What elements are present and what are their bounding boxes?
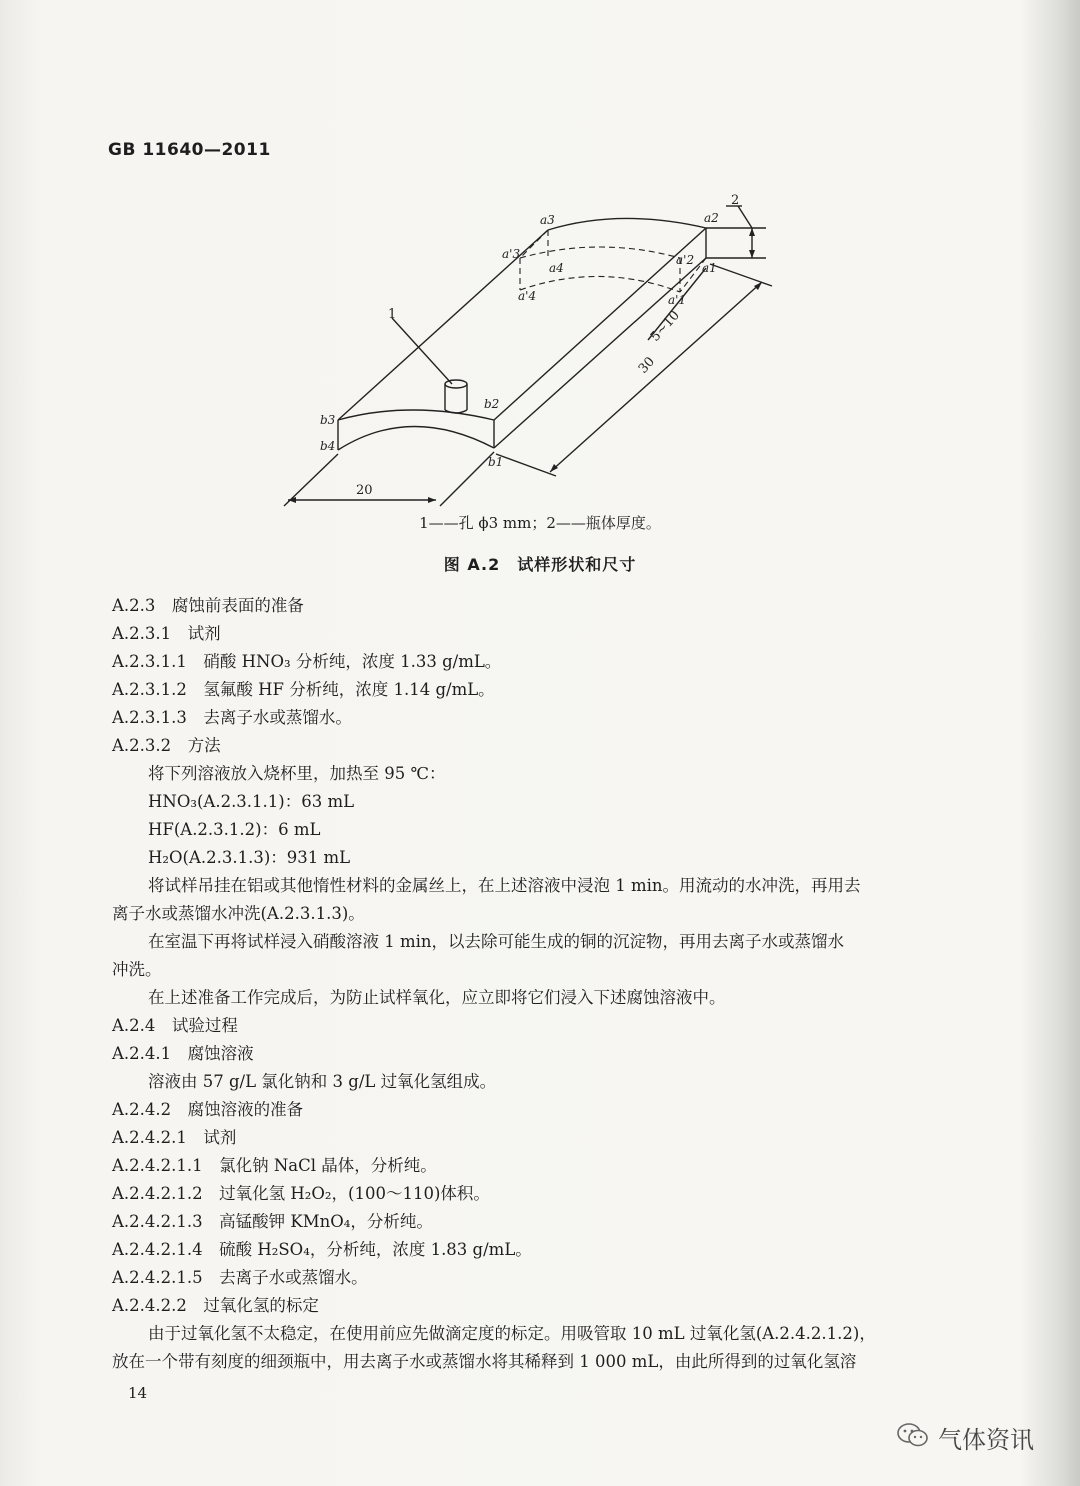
paragraph-line: 在室温下再将试样浸入硝酸溶液 1 min，以去除可能生成的铜的沉淀物，再用去离子水或蒸馏水: [148, 932, 845, 951]
label-b1: b1: [488, 455, 504, 469]
wechat-icon: [896, 1421, 930, 1455]
paragraph-line: 溶液由 57 g/L 氯化钠和 3 g/L 过氧化氢组成。: [148, 1072, 497, 1091]
formula-line: H₂O(A.2.3.1.3)：931 mL: [148, 848, 351, 867]
paragraph-line: 将下列溶液放入烧杯里，加热至 95 ℃：: [148, 764, 446, 783]
clause-item: A.2.4.2.1.3 高锰酸钾 KMnO₄，分析纯。: [112, 1212, 433, 1231]
clause-heading: A.2.4.2.1 试剂: [112, 1128, 237, 1147]
page-number: 14: [128, 1384, 148, 1402]
clause-heading: A.2.4 试验过程: [112, 1016, 238, 1035]
clause-item: A.2.4.2.1.4 硫酸 H₂SO₄，分析纯，浓度 1.83 g/mL。: [112, 1240, 532, 1259]
clause-heading: A.2.4.1 腐蚀溶液: [112, 1044, 254, 1063]
paragraph-line: 将试样吊挂在铝或其他惰性材料的金属丝上，在上述溶液中浸泡 1 min。用流动的水冲洗，再用去: [148, 876, 861, 895]
label-a2: a2: [704, 211, 719, 225]
clause-item: A.2.3.1.1 硝酸 HNO₃ 分析纯，浓度 1.33 g/mL。: [112, 652, 502, 671]
paragraph-line: 冲洗。: [112, 960, 162, 979]
paragraph-line: 在上述准备工作完成后，为防止试样氧化，应立即将它们浸入下述腐蚀溶液中。: [148, 988, 726, 1007]
paragraph-line: 离子水或蒸馏水冲洗(A.2.3.1.3)。: [112, 904, 365, 923]
clause-heading: A.2.4.2.2 过氧化氢的标定: [112, 1296, 319, 1315]
dim-length: 30: [635, 354, 659, 377]
label-a3: a3: [540, 213, 555, 227]
label-a4-prime: a'4: [518, 289, 537, 303]
clause-item: A.2.4.2.1.2 过氧化氢 H₂O₂，(100～110)体积。: [112, 1184, 490, 1203]
figure-legend: 1——孔 ϕ3 mm；2——瓶体厚度。: [419, 514, 661, 532]
clause-heading: A.2.3.1 试剂: [112, 624, 221, 643]
callout-1: 1: [388, 307, 397, 322]
clause-heading: A.2.4.2 腐蚀溶液的准备: [112, 1100, 304, 1119]
paragraph-line: 放在一个带有刻度的细颈瓶中，用去离子水或蒸馏水将其稀释到 1 000 mL，由此所得到的过氧化氢溶: [112, 1352, 857, 1371]
label-b3: b3: [320, 413, 336, 427]
label-a3-prime: a'3: [502, 247, 521, 261]
label-a1: a1: [702, 261, 717, 275]
clause-heading: A.2.3.2 方法: [112, 736, 221, 755]
standard-code: GB 11640—2011: [108, 140, 271, 160]
clause-item: A.2.3.1.2 氢氟酸 HF 分析纯，浓度 1.14 g/mL。: [112, 680, 495, 699]
clause-heading: A.2.3 腐蚀前表面的准备: [112, 596, 304, 615]
clause-item: A.2.3.1.3 去离子水或蒸馏水。: [112, 708, 352, 727]
label-a1-prime: a'1: [668, 293, 687, 307]
clause-item: A.2.4.2.1.5 去离子水或蒸馏水。: [112, 1268, 368, 1287]
specimen-diagram: [0, 0, 1080, 540]
figure-caption: 图 A.2 试样形状和尺寸: [443, 555, 637, 574]
clause-item: A.2.4.2.1.1 氯化钠 NaCl 晶体，分析纯。: [112, 1156, 437, 1175]
formula-line: HNO₃(A.2.3.1.1)：63 mL: [148, 792, 355, 811]
watermark-text: 气体资讯: [938, 1426, 1034, 1454]
formula-line: HF(A.2.3.1.2)：6 mL: [148, 820, 321, 839]
dim-range: 5~10: [647, 308, 683, 345]
callout-2: 2: [731, 193, 740, 208]
watermark: [896, 1420, 1034, 1455]
label-b2: b2: [484, 397, 500, 411]
paragraph-line: 由于过氧化氢不太稳定，在使用前应先做滴定度的标定。用吸管取 10 mL 过氧化氢(A.2.4.2.1.2)，: [148, 1324, 876, 1343]
dim-width: 20: [356, 483, 373, 498]
label-b4: b4: [320, 439, 336, 453]
label-a2-prime: a'2: [676, 253, 695, 267]
label-a4: a4: [549, 261, 564, 275]
